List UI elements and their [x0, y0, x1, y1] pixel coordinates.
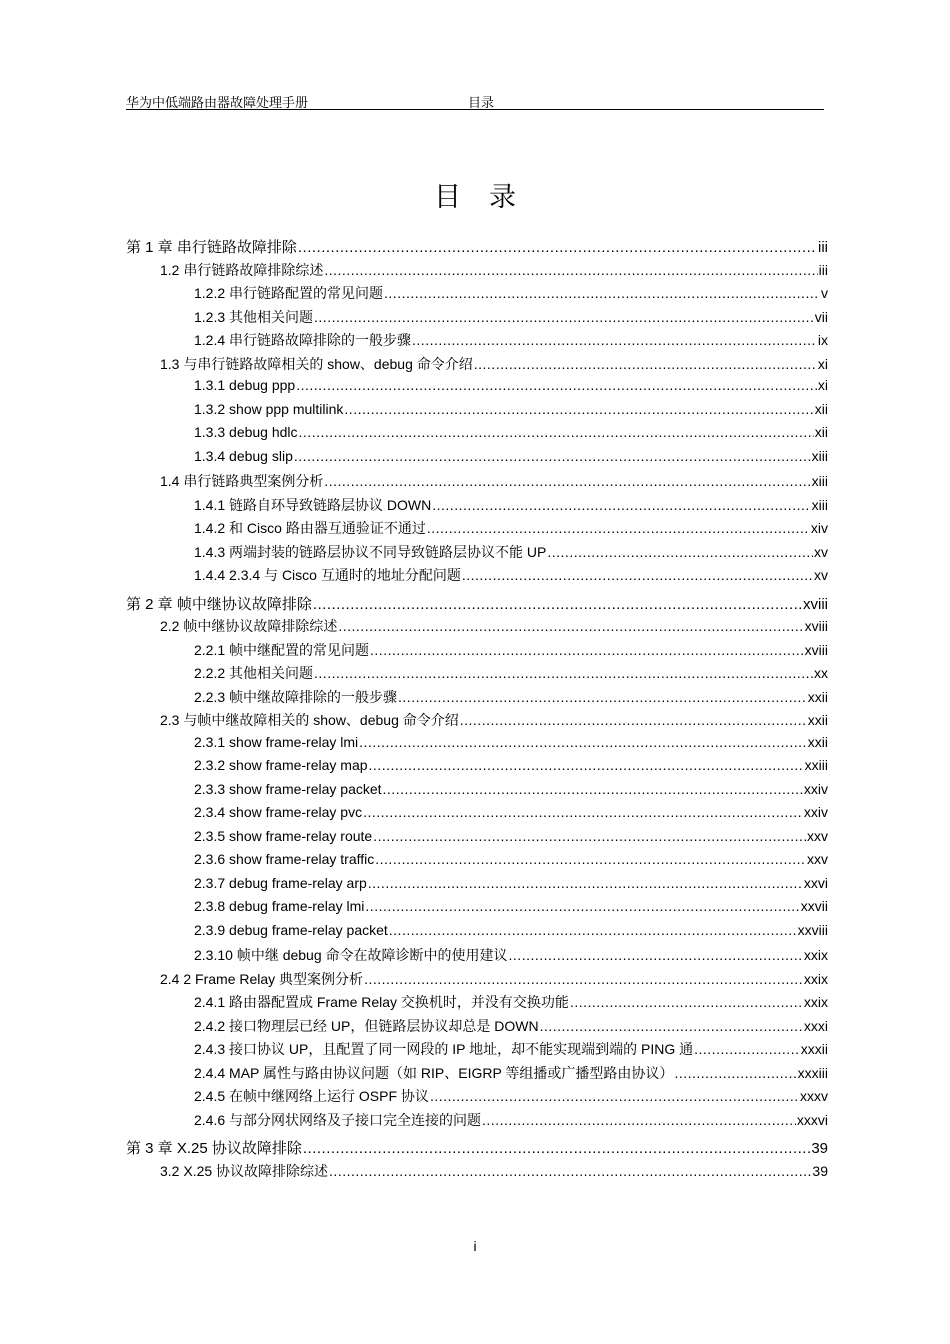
toc-dot-leader — [427, 520, 810, 536]
toc-entry-title: 2.2 帧中继协议故障排除综述 — [160, 618, 338, 634]
toc-entry-page: xxxiii — [797, 1064, 828, 1081]
toc-entry-page: xv — [814, 567, 828, 583]
toc-entry-title: 2.4.4 MAP 属性与路由协议问题（如 RIP、EIGRP 等组播或广播型路由协议） — [194, 1064, 674, 1081]
toc-entry-title: 1.3.4 debug slip — [194, 447, 293, 464]
toc-entry-title: 2.4.5 在帧中继网络上运行 OSPF 协议 — [194, 1088, 429, 1104]
toc-dot-leader — [296, 377, 817, 393]
toc-dot-leader — [375, 851, 806, 867]
toc-entry-page: xxvi — [803, 874, 828, 891]
toc-subsection-entry[interactable] — [126, 687, 828, 711]
toc-dot-leader — [432, 497, 810, 513]
toc-subsection-entry[interactable] — [126, 495, 828, 519]
toc-entry-page: xxv — [807, 827, 828, 844]
header-book-title: 华为中低端路由器故障处理手册 — [126, 95, 309, 110]
toc-dot-leader — [294, 448, 811, 464]
toc-dot-leader — [389, 922, 797, 938]
toc-entry-page: xxviii — [797, 921, 828, 938]
toc-dot-leader — [482, 1112, 796, 1128]
toc-entry-title: 1.3.1 debug ppp — [194, 377, 296, 393]
toc-subsection-entry[interactable] — [126, 401, 828, 425]
toc-entry-title: 2.3.2 show frame-relay map — [194, 757, 368, 773]
toc-dot-leader — [338, 618, 803, 634]
toc-entry-title: 1.3 与串行链路故障相关的 show、debug 命令介绍 — [160, 355, 473, 372]
toc-subsection-entry[interactable] — [126, 640, 828, 664]
toc-entry-page: xxii — [807, 688, 828, 705]
toc-entry-title: 2.4.2 接口物理层已经 UP，但链路层协议却总是 DOWN — [194, 1017, 539, 1034]
toc-subsection-entry[interactable] — [126, 875, 828, 899]
toc-entry-title: 2.2.3 帧中继故障排除的一般步骤 — [194, 688, 398, 705]
toc-subsection-entry[interactable] — [126, 781, 828, 805]
toc-dot-leader — [369, 757, 804, 773]
toc-entry-title: 3.2 X.25 协议故障排除综述 — [160, 1162, 329, 1179]
toc-dot-leader — [460, 712, 807, 728]
toc-entry-page: xxv — [807, 851, 828, 867]
toc-entry-title: 2.4.3 接口协议 UP，且配置了同一网段的 IP 地址，却不能实现端到端的 PING 通 — [194, 1041, 694, 1057]
toc-subsection-entry[interactable] — [126, 898, 828, 922]
toc-dot-leader — [324, 262, 817, 278]
toc-dot-leader — [547, 544, 813, 560]
header-section: 目录 — [468, 95, 495, 110]
toc-subsection-entry[interactable] — [126, 1063, 828, 1087]
toc-entry-page: v — [821, 285, 828, 301]
toc-subsection-entry[interactable] — [126, 424, 828, 448]
toc-entry-page: xxiv — [803, 804, 828, 820]
toc-dot-leader — [329, 1163, 811, 1179]
toc-entry-page: xxxv — [800, 1088, 828, 1104]
toc-entry-title: 1.2.4 串行链路故障排除的一般步骤 — [194, 332, 412, 348]
toc-entry-title: 2.4.1 路由器配置成 Frame Relay 交换机时，并没有交换功能 — [194, 994, 569, 1010]
toc-dot-leader — [363, 804, 803, 820]
toc-entry-title: 1.4.4 2.3.4 与 Cisco 互通时的地址分配问题 — [194, 567, 461, 583]
toc-entry-title: 2.4 2 Frame Relay 典型案例分析 — [160, 970, 364, 987]
toc-entry-title: 2.3 与帧中继故障相关的 show、debug 命令介绍 — [160, 712, 459, 728]
toc-entry-page: xxxi — [803, 1017, 828, 1034]
toc-section-entry[interactable] — [126, 260, 828, 284]
toc-subsection-entry[interactable] — [126, 565, 828, 589]
toc-entry-page: xi — [817, 377, 828, 393]
toc-entry-title: 1.4.2 和 Cisco 路由器互通验证不通过 — [194, 520, 426, 536]
toc-entry-title: 1.2.2 串行链路配置的常见问题 — [194, 285, 384, 301]
toc-subsection-entry[interactable] — [126, 828, 828, 852]
toc-entry-title: 2.3.7 debug frame-relay arp — [194, 874, 367, 891]
toc-entry-page: xiii — [811, 447, 828, 464]
toc-dot-leader — [373, 828, 806, 844]
toc-entry-title: 1.4.1 链路自环导致链路层协议 DOWN — [194, 496, 432, 513]
toc-subsection-entry[interactable] — [126, 734, 828, 758]
toc-chapter-entry[interactable] — [126, 1137, 828, 1161]
toc-entry-page: xxix — [803, 994, 828, 1010]
toc-entry-title: 1.3.3 debug hdlc — [194, 424, 298, 440]
toc-entry-page: xi — [817, 355, 828, 372]
toc-dot-leader — [540, 1018, 803, 1034]
toc-entry-page: 39 — [812, 1162, 828, 1179]
toc-entry-page: xxxii — [800, 1041, 828, 1057]
toc-dot-leader — [398, 689, 807, 705]
toc-subsection-entry[interactable] — [126, 377, 828, 401]
toc-entry-page: xviii — [804, 618, 828, 634]
toc-entry-title: 第 3 章 X.25 协议故障排除 — [126, 1140, 302, 1157]
toc-subsection-entry[interactable] — [126, 283, 828, 307]
toc-entry-page: xii — [814, 400, 828, 417]
toc-entry-title: 1.4.3 两端封装的链路层协议不同导致链路层协议不能 UP — [194, 543, 547, 560]
toc-subsection-entry[interactable] — [126, 1110, 828, 1134]
toc-dot-leader — [462, 567, 813, 583]
toc-entry-page: xxix — [803, 970, 828, 987]
toc-dot-leader — [368, 875, 803, 891]
toc-chapter-entry[interactable] — [126, 236, 828, 260]
toc-section-entry[interactable] — [126, 354, 828, 378]
toc-entry-page: xxii — [807, 733, 828, 750]
toc-entry-page: xiii — [811, 473, 828, 489]
toc-subsection-entry[interactable] — [126, 307, 828, 331]
toc-subsection-entry[interactable] — [126, 992, 828, 1016]
table-of-contents — [126, 236, 828, 1184]
toc-dot-leader — [430, 1088, 799, 1104]
toc-entry-title: 1.4 串行链路典型案例分析 — [160, 473, 324, 489]
toc-dot-leader — [474, 356, 817, 372]
toc-entry-title: 2.3.10 帧中继 debug 命令在故障诊断中的使用建议 — [194, 947, 508, 963]
toc-entry-title: 1.2.3 其他相关问题 — [194, 308, 314, 325]
toc-entry-page: xxiii — [804, 757, 828, 773]
toc-entry-page: vii — [814, 308, 828, 325]
toc-subsection-entry[interactable] — [126, 757, 828, 781]
toc-entry-title: 第 2 章 帧中继协议故障排除 — [126, 595, 312, 613]
toc-entry-page: xviii — [804, 641, 828, 658]
toc-entry-title: 2.3.3 show frame-relay packet — [194, 780, 382, 797]
toc-dot-leader — [674, 1065, 796, 1081]
toc-dot-leader — [313, 596, 802, 613]
toc-dot-leader — [298, 239, 817, 256]
toc-dot-leader — [412, 332, 817, 348]
toc-entry-page: xxii — [807, 712, 828, 728]
toc-entry-page: iii — [818, 239, 828, 256]
toc-dot-leader — [314, 665, 813, 681]
toc-entry-title: 2.3.1 show frame-relay lmi — [194, 733, 359, 750]
toc-dot-leader — [359, 734, 807, 750]
toc-entry-page: xv — [814, 543, 828, 560]
toc-subsection-entry[interactable] — [126, 804, 828, 828]
page-number: i — [473, 1238, 477, 1254]
toc-section-entry[interactable] — [126, 1161, 828, 1185]
toc-dot-leader — [370, 642, 804, 658]
toc-entry-page: xxiv — [803, 780, 828, 797]
toc-entry-page: xiii — [811, 496, 828, 513]
toc-subsection-entry[interactable] — [126, 542, 828, 566]
toc-subsection-entry[interactable] — [126, 851, 828, 875]
toc-section-entry[interactable] — [126, 710, 828, 734]
toc-section-entry[interactable] — [126, 616, 828, 640]
toc-entry-page: xii — [814, 424, 828, 440]
toc-entry-title: 2.2.2 其他相关问题 — [194, 665, 314, 681]
page-title: 目录 — [434, 182, 544, 213]
page-header — [126, 92, 824, 110]
toc-subsection-entry[interactable] — [126, 663, 828, 687]
toc-entry-page: xxix — [803, 947, 828, 963]
toc-subsection-entry[interactable] — [126, 330, 828, 354]
toc-entry-page: xxvii — [800, 898, 828, 914]
toc-entry-title: 2.3.5 show frame-relay route — [194, 827, 373, 844]
toc-subsection-entry[interactable] — [126, 1039, 828, 1063]
toc-dot-leader — [365, 898, 799, 914]
toc-entry-page: xviii — [803, 595, 828, 613]
toc-entry-title: 1.3.2 show ppp multilink — [194, 400, 344, 417]
toc-subsection-entry[interactable] — [126, 448, 828, 472]
toc-entry-title: 2.3.9 debug frame-relay packet — [194, 921, 388, 938]
toc-entry-page: 39 — [811, 1140, 828, 1157]
toc-entry-title: 第 1 章 串行链路故障排除 — [126, 239, 297, 256]
toc-entry-page: xx — [814, 665, 828, 681]
toc-dot-leader — [570, 994, 803, 1010]
toc-subsection-entry[interactable] — [126, 945, 828, 969]
toc-section-entry[interactable] — [126, 969, 828, 993]
toc-entry-page: xiv — [810, 520, 828, 536]
toc-entry-title: 2.3.4 show frame-relay pvc — [194, 804, 363, 820]
toc-entry-title: 2.3.6 show frame-relay traffic — [194, 851, 375, 867]
toc-dot-leader — [364, 971, 803, 987]
toc-section-entry[interactable] — [126, 471, 828, 495]
toc-dot-leader — [314, 309, 814, 325]
toc-entry-page: xxxvi — [796, 1111, 828, 1128]
toc-entry-title: 1.2 串行链路故障排除综述 — [160, 261, 324, 278]
toc-entry-title: 2.3.8 debug frame-relay lmi — [194, 898, 365, 914]
toc-subsection-entry[interactable] — [126, 1016, 828, 1040]
toc-entry-page: iii — [818, 261, 828, 278]
toc-dot-leader — [344, 401, 813, 417]
toc-entry-title: 2.4.6 与部分网状网络及子接口完全连接的问题 — [194, 1111, 482, 1128]
toc-dot-leader — [383, 781, 803, 797]
toc-subsection-entry[interactable] — [126, 518, 828, 542]
toc-dot-leader — [384, 285, 820, 301]
toc-subsection-entry[interactable] — [126, 1086, 828, 1110]
toc-dot-leader — [299, 424, 814, 440]
toc-entry-page: ix — [817, 332, 828, 348]
toc-chapter-entry[interactable] — [126, 593, 828, 617]
toc-dot-leader — [509, 947, 803, 963]
toc-dot-leader — [303, 1140, 810, 1157]
toc-dot-leader — [324, 473, 810, 489]
toc-subsection-entry[interactable] — [126, 922, 828, 946]
toc-dot-leader — [694, 1041, 800, 1057]
toc-entry-title: 2.2.1 帧中继配置的常见问题 — [194, 641, 370, 658]
